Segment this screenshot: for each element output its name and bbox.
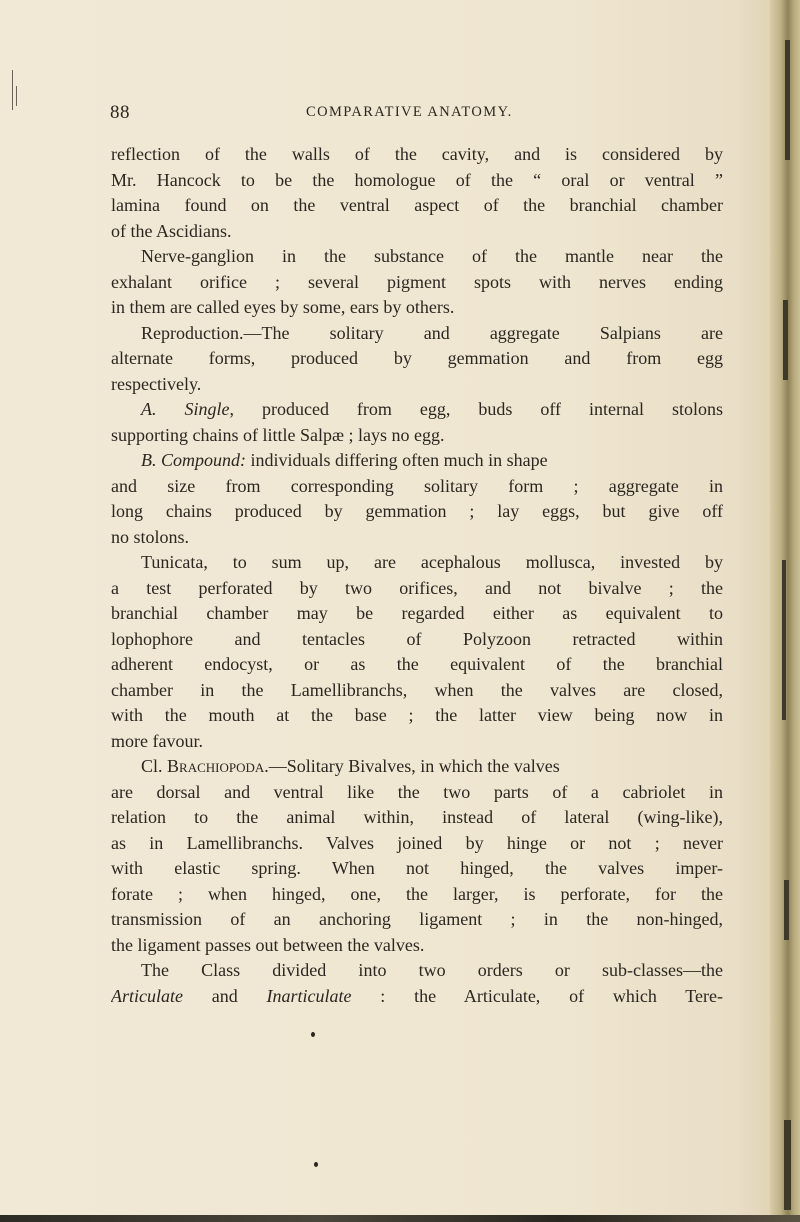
- binding-shadow: [784, 880, 789, 940]
- page-binding-edge: [770, 0, 800, 1222]
- text-line: as in Lamellibranchs. Valves joined by hinge or not ; never: [111, 832, 723, 853]
- page-header: [0, 102, 800, 132]
- page-number: 88: [110, 102, 130, 123]
- text-line: forate ; when hinged, one, the larger, is perforate, for the: [111, 883, 723, 904]
- text-line: adherent endocyst, or as the equivalent of the branchial: [111, 654, 723, 674]
- text-line: respectively.: [111, 373, 202, 394]
- ink-speck: [314, 1162, 318, 1167]
- text-line: supporting chains of little Salpæ ; lays no egg.: [111, 424, 445, 445]
- binding-shadow: [783, 300, 788, 380]
- text-line: relation to the animal within, instead of lateral (wing-like),: [111, 807, 723, 827]
- text-line: more favour.: [111, 730, 203, 751]
- text-line: The Class divided into two orders or sub-classes—the: [141, 960, 723, 980]
- page-bottom-edge: [0, 1215, 800, 1222]
- text-line: Cl. Brachiopoda.—Solitary Bivalves, in which the valves: [141, 756, 560, 776]
- text-line: Nerve-ganglion in the substance of the mantle near the: [141, 246, 723, 266]
- text-line: and size from corresponding solitary form ; aggregate in: [111, 475, 723, 496]
- text-line: no stolons.: [111, 526, 190, 547]
- text-line: Tunicata, to sum up, are acephalous mollusca, invested by: [141, 552, 723, 572]
- body-text: [111, 142, 723, 1009]
- text-line: with elastic spring. When not hinged, the valves imper-: [111, 858, 723, 878]
- text-line: long chains produced by gemmation ; lay eggs, but give off: [111, 501, 723, 521]
- text-line: a test perforated by two orifices, and not bivalve ; the: [111, 577, 723, 598]
- text-line: lamina found on the ventral aspect of the branchial chamber: [111, 195, 723, 215]
- text-line: Reproduction.—The solitary and aggregate Salpians are: [141, 322, 723, 343]
- ink-speck: [311, 1032, 315, 1037]
- text-line: Mr. Hancock to be the homologue of the “ oral or ventral ”: [111, 169, 723, 190]
- text-line: branchial chamber may be regarded either as equivalent to: [111, 603, 723, 623]
- text-line: chamber in the Lamellibranchs, when the valves are closed,: [111, 679, 723, 700]
- text-line: reflection of the walls of the cavity, and is considered by: [111, 144, 723, 164]
- binding-shadow: [782, 560, 786, 720]
- binding-shadow: [784, 1120, 791, 1210]
- text-line: B. Compound: individuals differing often much in shape: [141, 450, 548, 470]
- text-line: of the Ascidians.: [111, 220, 232, 241]
- text-line: with the mouth at the base ; the latter view being now in: [111, 705, 723, 725]
- text-line: Articulate and Inarticulate : the Articulate, of which Tere-: [111, 985, 723, 1006]
- binding-shadow: [785, 40, 790, 160]
- text-line: lophophore and tentacles of Polyzoon retracted within: [111, 628, 723, 649]
- text-line: the ligament passes out between the valves.: [111, 934, 425, 955]
- running-head: COMPARATIVE ANATOMY.: [306, 104, 513, 120]
- text-line: alternate forms, produced by gemmation and from egg: [111, 348, 723, 368]
- text-line: in them are called eyes by some, ears by others.: [111, 297, 455, 317]
- text-line: exhalant orifice ; several pigment spots with nerves ending: [111, 271, 723, 292]
- text-line: transmission of an anchoring ligament ; in the non-hinged,: [111, 909, 723, 929]
- text-line: are dorsal and ventral like the two parts of a cabriolet in: [111, 781, 723, 802]
- text-line: A. Single, produced from egg, buds off internal stolons: [141, 399, 723, 419]
